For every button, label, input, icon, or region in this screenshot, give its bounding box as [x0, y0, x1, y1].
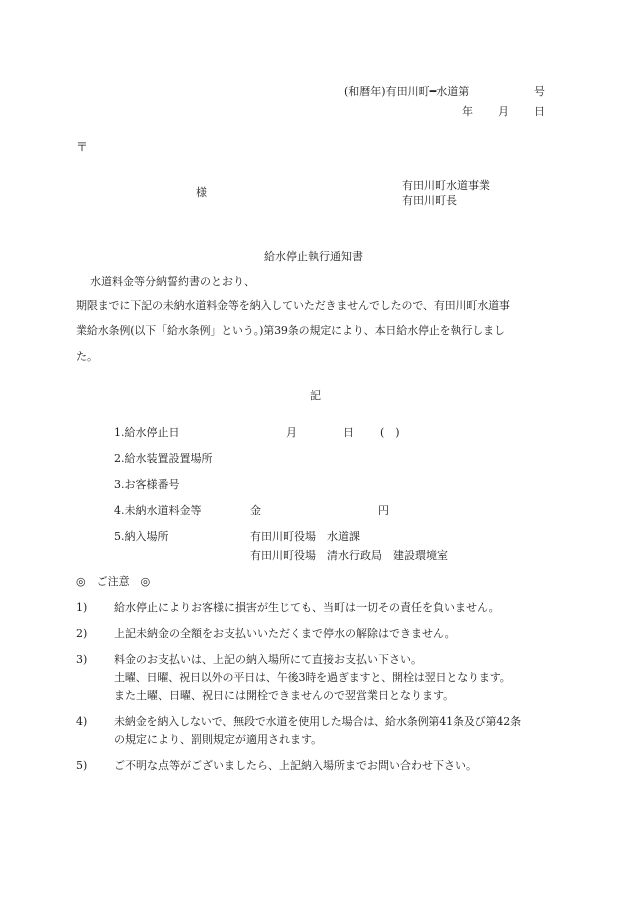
- date-day: 日: [534, 105, 545, 118]
- item-1-month: 月: [286, 426, 297, 439]
- notice-2-number: 2): [76, 627, 88, 640]
- notice-4-line-1: 未納金を納入しないで、無段で水道を使用した場合は、給水条例第41条及び第42条: [114, 715, 521, 728]
- body-line-2: 期限までに下記の未納水道料金等を納入していただきませんでしたので、有田川町水道事: [76, 299, 510, 312]
- document-title: 給水停止執行通知書: [264, 250, 363, 263]
- item-4-kin: 金: [250, 504, 261, 517]
- body-line-3: 業給水条例(以下「給水条例」という。)第39条の規定により、本日給水停止を執行しまし: [76, 324, 505, 337]
- date-month: 月: [498, 105, 509, 118]
- item-1-label: 1.給水停止日: [114, 426, 180, 439]
- item-5-place-2: 有田川町役場 清水行政局 建設環境室: [250, 549, 448, 562]
- item-1-weekday: ( ): [380, 426, 400, 439]
- item-1-day: 日: [343, 426, 354, 439]
- body-line-1: 水道料金等分納誓約書のとおり、: [90, 275, 255, 288]
- notice-3-line-1: 料金のお支払いは、上記の納入場所にて直接お支払い下さい。: [114, 653, 422, 666]
- notice-1-text: 給水停止によりお客様に損害が生じても、当町は一切その責任を負いません。: [114, 601, 500, 614]
- item-5-label: 5.納入場所: [114, 530, 169, 543]
- item-5-place-1: 有田川町役場 水道課: [250, 530, 360, 543]
- sender-line-2: 有田川町長: [402, 194, 457, 207]
- ki-marker: 記: [310, 389, 321, 402]
- notice-4-number: 4): [76, 715, 88, 728]
- item-3-label: 3.お客様番号: [114, 478, 180, 491]
- notice-5-number: 5): [76, 759, 88, 772]
- item-2-label: 2.給水装置設置場所: [114, 452, 213, 465]
- notice-1-number: 1): [76, 601, 88, 614]
- notice-3-number: 3): [76, 653, 88, 666]
- document-number-suffix: 号: [534, 85, 545, 98]
- notice-2-text: 上記未納金の全額をお支払いいただくまで停水の解除はできません。: [114, 627, 456, 640]
- notice-5-text: ご不明な点等がございましたら、上記納入場所までお問い合わせ下さい。: [114, 759, 477, 772]
- notice-3-line-2: 土曜、日曜、祝日以外の平日は、午後3時を過ぎますと、開栓は翌日となります。: [114, 671, 511, 684]
- document-number-prefix: (和暦年)有田川町━水道第: [344, 85, 470, 98]
- body-line-4: た。: [76, 350, 98, 363]
- item-4-yen: 円: [378, 504, 389, 517]
- notice-3-line-3: また土曜、日曜、祝日には開栓できませんので翌営業日となります。: [114, 689, 455, 702]
- sender-line-1: 有田川町水道事業: [402, 179, 490, 192]
- postal-mark: 〒: [76, 140, 89, 154]
- date-year: 年: [462, 105, 473, 118]
- notice-heading: ◎ ご注意 ◎: [76, 575, 151, 588]
- notice-4-line-2: の規定により、罰則規定が適用されます。: [114, 733, 323, 746]
- recipient-honorific: 様: [196, 186, 207, 199]
- item-4-label: 4.未納水道料金等: [114, 504, 202, 517]
